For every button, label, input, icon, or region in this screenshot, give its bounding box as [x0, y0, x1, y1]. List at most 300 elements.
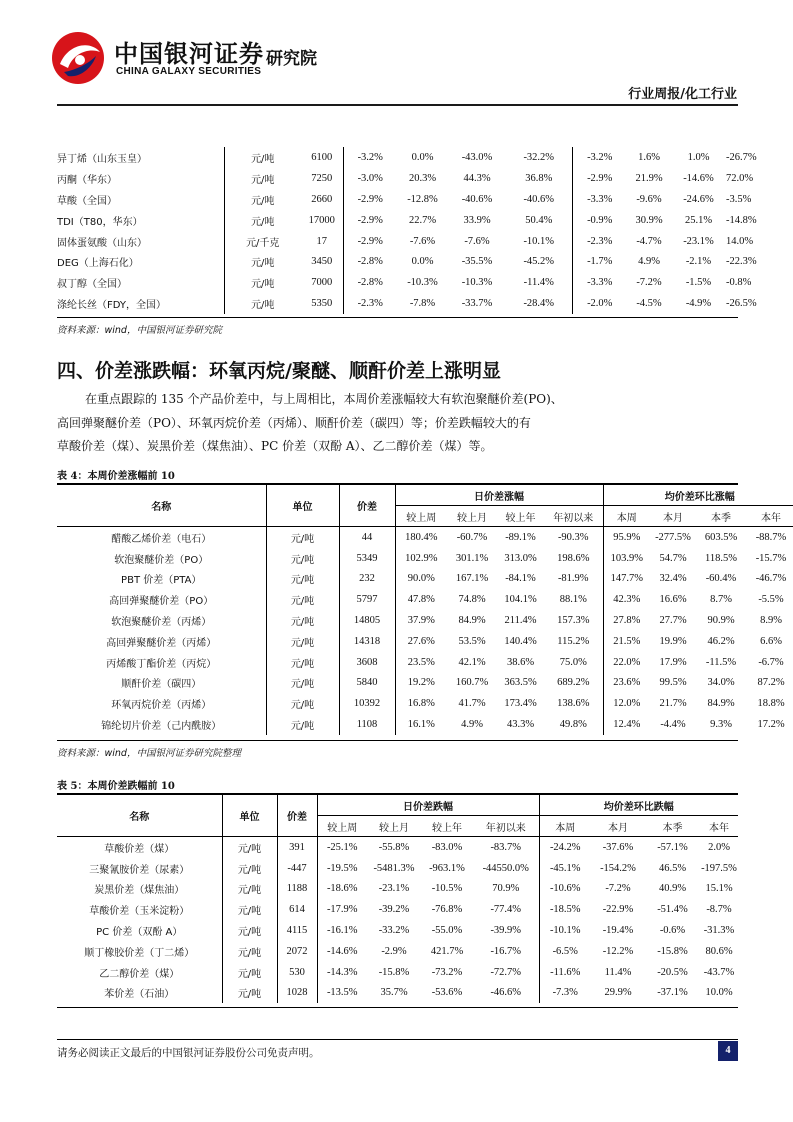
row-value: -11.5% [705, 656, 737, 668]
row-value: 9.3% [710, 719, 732, 731]
row-value: -12.2% [602, 945, 634, 957]
row-value: -2.9% [381, 945, 407, 957]
row-value: 40.9% [658, 883, 687, 895]
col-subheader: 较上年 [497, 506, 544, 527]
row-value: 3608 [339, 652, 395, 673]
row-value: -7.2% [605, 883, 631, 895]
row-value: -3.3% [572, 189, 627, 210]
table-row [57, 899, 738, 920]
row-value: 198.6% [557, 552, 590, 564]
row-value: 41.7% [458, 698, 486, 710]
row-value: 4.9% [638, 256, 660, 268]
row-value: -1.5% [685, 277, 712, 289]
row-name: 软泡聚醚价差（PO） [114, 554, 209, 566]
col-header-price: 价差 [339, 485, 395, 527]
row-value: -17.9% [317, 899, 367, 920]
col-subheader: 本周 [539, 816, 591, 837]
row-value: -16.7% [490, 945, 522, 957]
table-row [57, 168, 738, 189]
row-value: 元/吨 [224, 189, 301, 210]
row-name: 苯价差（石油） [104, 989, 175, 1001]
row-value: -39.2% [378, 904, 410, 916]
row-value: -2.8% [343, 272, 397, 293]
row-name: 异丁烯（山东玉皇） [57, 153, 147, 165]
row-value: 元/吨 [222, 837, 277, 858]
table-row [57, 652, 793, 673]
row-value: 4115 [277, 920, 317, 941]
row-value: 84.9% [458, 615, 486, 627]
table-row [57, 272, 738, 293]
row-value: 47.8% [395, 589, 447, 610]
row-value: -89.1% [505, 531, 536, 543]
row-value: -18.5% [539, 899, 591, 920]
row-value: -4.4% [660, 719, 686, 731]
col-subheader: 本季 [645, 816, 700, 837]
row-value: -4.9% [685, 298, 712, 310]
row-value: -8.7% [706, 904, 732, 916]
row-value: -0.6% [659, 925, 686, 937]
row-value: -277.5% [655, 531, 691, 543]
table-row [57, 962, 738, 983]
row-value: 2072 [277, 941, 317, 962]
row-value: 30.9% [635, 214, 663, 226]
row-value: 元/吨 [222, 983, 277, 1004]
table-row [57, 983, 738, 1004]
row-value: 102.9% [395, 548, 447, 569]
row-value: 3450 [311, 256, 333, 268]
row-value: -14.3% [317, 962, 367, 983]
row-value: -7.6% [409, 235, 436, 247]
table-row [57, 920, 738, 941]
col-header-name: 名称 [57, 795, 222, 837]
row-value: 元/千克 [224, 231, 301, 252]
row-name: 涤纶长丝（FDY，全国） [57, 300, 167, 312]
row-value: 157.3% [557, 615, 590, 627]
row-value: 34.0% [707, 677, 735, 689]
row-value: 211.4% [504, 615, 537, 627]
row-name: 高回弹聚醚价差（丙烯） [106, 637, 217, 649]
row-value: 104.1% [504, 594, 537, 606]
row-value: -77.4% [490, 904, 522, 916]
row-value: 36.8% [525, 172, 553, 184]
row-value: 22.7% [408, 214, 437, 226]
row-value: -14.6% [683, 172, 714, 184]
row-value: -84.1% [505, 573, 536, 585]
row-name: 环氧丙烷价差（丙烯） [111, 700, 212, 712]
table-row [57, 610, 793, 631]
col-subheader: 本月 [650, 506, 696, 527]
continued-price-table [57, 147, 757, 314]
row-value: -4.5% [636, 298, 662, 310]
page-number: 4 [718, 1041, 738, 1061]
row-value: 50.4% [525, 214, 553, 226]
row-value: -19.5% [317, 858, 367, 879]
col-header-price: 价差 [277, 795, 317, 837]
row-name: 草酸价差（玉米淀粉） [89, 906, 190, 918]
row-value: -9.6% [636, 193, 662, 205]
row-value: 17.2% [757, 719, 785, 731]
row-value: -10.6% [539, 879, 591, 900]
row-value: -22.9% [602, 904, 634, 916]
row-value: 44.3% [463, 172, 491, 184]
row-value: 16.1% [395, 714, 447, 735]
table-row [57, 231, 738, 252]
row-value: -2.8% [343, 251, 397, 272]
row-value: 313.0% [504, 552, 537, 564]
row-value: -53.6% [431, 987, 463, 999]
row-value: 70.9% [492, 883, 520, 895]
row-value: 84.9% [707, 698, 735, 710]
row-value: 27.8% [603, 610, 650, 631]
row-value: 22.0% [603, 652, 650, 673]
row-value: -2.9% [572, 168, 627, 189]
row-value: 17000 [308, 214, 335, 226]
row-value: -43.7% [703, 966, 735, 978]
row-value: 87.2% [757, 677, 785, 689]
row-value: 103.9% [603, 548, 650, 569]
table-row [57, 631, 793, 652]
row-value: 32.4% [659, 573, 687, 585]
row-value: -12.8% [407, 193, 438, 205]
row-value: 167.1% [455, 573, 489, 585]
row-value: 1188 [277, 879, 317, 900]
row-value: 0.0% [411, 151, 434, 163]
row-value: 27.6% [395, 631, 447, 652]
table-bottom-rule [57, 317, 738, 318]
row-value: 12.4% [603, 714, 650, 735]
row-value: -2.9% [343, 189, 397, 210]
table-row [57, 589, 793, 610]
row-name: DEG（上海石化） [57, 258, 139, 270]
row-value: 元/吨 [266, 673, 339, 694]
row-value: 14318 [339, 631, 395, 652]
table-row [57, 714, 793, 735]
row-value: 元/吨 [224, 293, 301, 314]
row-name: 丙酮（华东） [57, 174, 117, 186]
table-row [57, 673, 793, 694]
row-value: -26.5% [726, 298, 757, 310]
row-value: -24.6% [683, 193, 714, 205]
row-value: -3.2% [343, 147, 397, 168]
row-value: -23.1% [378, 883, 410, 895]
spread-fall-table [57, 795, 738, 1003]
row-value: 1108 [339, 714, 395, 735]
row-value: 42.1% [458, 656, 486, 668]
row-value: -31.3% [703, 925, 735, 937]
row-value: -40.6% [461, 193, 493, 205]
row-value: 18.8% [757, 698, 785, 710]
row-value: 19.2% [395, 673, 447, 694]
row-value: -7.8% [409, 298, 436, 310]
row-value: 72.0% [726, 172, 754, 184]
row-value: -76.8% [431, 904, 463, 916]
row-value: 7250 [311, 172, 333, 184]
row-value: -33.7% [461, 298, 493, 310]
col-subheader: 本周 [603, 506, 650, 527]
table-row [57, 527, 793, 548]
row-value: 99.5% [659, 677, 687, 689]
row-value: -46.6% [490, 987, 522, 999]
section-title: 四、价差涨跌幅：环氧丙烷/聚醚、顺酐价差上涨明显 [57, 360, 501, 382]
row-value: 19.9% [659, 635, 687, 647]
row-name: 固体蛋氨酸（山东） [57, 237, 147, 249]
row-name: 三聚氰胺价差（尿素） [89, 864, 190, 876]
table-row [57, 251, 738, 272]
row-value: -81.9% [557, 573, 589, 585]
row-value: 80.6% [705, 945, 733, 957]
table-row [57, 569, 793, 590]
row-value: -44550.0% [482, 862, 529, 874]
row-value: -11.4% [523, 277, 554, 289]
row-value: 54.7% [659, 552, 687, 564]
table-row [57, 210, 738, 231]
row-value: -0.9% [572, 210, 627, 231]
row-value: -90.3% [557, 531, 589, 543]
row-value: 14.0% [726, 235, 754, 247]
row-value: -0.8% [726, 277, 752, 289]
row-value: 118.5% [705, 552, 737, 564]
row-value: 元/吨 [222, 941, 277, 962]
header-divider [57, 104, 738, 106]
row-value: -33.2% [378, 925, 410, 937]
row-value: 1.6% [638, 151, 660, 163]
row-value: 1028 [277, 983, 317, 1004]
table-row [57, 941, 738, 962]
row-value: 元/吨 [222, 858, 277, 879]
row-value: 元/吨 [222, 962, 277, 983]
row-value: 21.7% [659, 698, 687, 710]
paragraph-line: 在重点跟踪的 135 个产品价差中，与上周相比，本周价差涨幅较大有软泡聚醚价差(PO)、 [85, 392, 563, 406]
paragraph-line: 草酸价差（煤）、炭黑价差（煤焦油）、PC 价差（双酚 A）、乙二醇价差（煤）等。 [57, 439, 493, 453]
row-value: 75.0% [559, 656, 587, 668]
row-value: 元/吨 [224, 272, 301, 293]
table-row [57, 858, 738, 879]
company-logo [50, 30, 340, 90]
row-value: 元/吨 [222, 879, 277, 900]
source-note: 资料来源：wind，中国银河证券研究院整理 [57, 748, 241, 759]
row-name: 软泡聚醚价差（丙烯） [111, 617, 212, 629]
row-value: 25.1% [684, 214, 713, 226]
row-value: 42.3% [603, 589, 650, 610]
row-value: 元/吨 [224, 168, 301, 189]
row-value: 16.8% [395, 693, 447, 714]
row-value: -5481.3% [373, 862, 415, 874]
table-row [57, 189, 738, 210]
row-value: -23.1% [683, 235, 714, 247]
row-value: -60.7% [456, 531, 488, 543]
row-value: 元/吨 [222, 899, 277, 920]
row-value: -3.3% [572, 272, 627, 293]
spread-rise-table [57, 485, 793, 735]
row-name: 草酸（全国） [57, 195, 117, 207]
row-value: -14.6% [317, 941, 367, 962]
row-value: 90.0% [395, 569, 447, 590]
row-value: 180.4% [395, 527, 447, 548]
row-value: -154.2% [600, 862, 636, 874]
row-value: -28.4% [523, 298, 555, 310]
row-value: -13.5% [317, 983, 367, 1004]
paragraph-line: 高回弹聚醚价差（PO）、环氧丙烷价差（丙烯）、顺酐价差（碳四）等；价差跌幅较大的有 [57, 416, 531, 430]
row-value: -26.7% [726, 151, 757, 163]
row-value: 10392 [339, 693, 395, 714]
row-value: 5840 [339, 673, 395, 694]
row-value: 43.3% [506, 719, 535, 731]
row-value: 元/吨 [266, 652, 339, 673]
row-name: 顺酐价差（碳四） [121, 679, 202, 691]
col-subheader: 本月 [591, 816, 645, 837]
row-value: 5797 [339, 589, 395, 610]
row-value: -3.2% [572, 147, 627, 168]
table-bottom-rule [57, 740, 738, 741]
row-value: -51.4% [657, 904, 688, 916]
row-value: -7.6% [464, 235, 490, 247]
row-value: -40.6% [523, 193, 555, 205]
row-value: -2.1% [685, 256, 712, 268]
col-subheader: 较上月 [447, 506, 497, 527]
row-value: 2.0% [708, 841, 730, 853]
row-value: -2.9% [343, 210, 397, 231]
row-value: -60.4% [705, 573, 737, 585]
table-caption: 表 5：本周价差跌幅前 10 [57, 781, 175, 792]
row-value: 5350 [311, 298, 333, 310]
col-group-daily: 日价差跌幅 [317, 795, 539, 816]
col-group-avg: 均价差环比涨幅 [603, 485, 793, 506]
row-value: 44 [339, 527, 395, 548]
row-value: 8.9% [760, 615, 782, 627]
row-value: 12.0% [603, 693, 650, 714]
row-value: 元/吨 [266, 631, 339, 652]
row-value: -55.0% [431, 925, 463, 937]
row-value: -83.0% [431, 841, 463, 853]
row-name: 高回弹聚醚价差（PO） [109, 596, 214, 608]
footer-disclaimer: 请务必阅读正文最后的中国银河证券股份公司免责声明。 [57, 1047, 320, 1059]
row-value: 16.6% [659, 594, 687, 606]
row-value: 160.7% [455, 677, 489, 689]
row-value: -7.2% [636, 277, 662, 289]
row-value: 147.7% [603, 569, 650, 590]
row-value: 301.1% [455, 552, 489, 564]
row-value: 530 [277, 962, 317, 983]
table-row [57, 548, 793, 569]
row-value: 10.0% [705, 987, 733, 999]
row-value: -2.0% [572, 293, 627, 314]
col-subheader: 较上年 [421, 816, 473, 837]
report-category: 行业周报/化工行业 [628, 87, 737, 102]
logo-chinese-name: 中国银河证券 [114, 40, 264, 68]
row-value: 95.9% [603, 527, 650, 548]
row-value: 7000 [311, 277, 333, 289]
logo-institute: 研究院 [266, 49, 317, 69]
row-value: -88.7% [755, 531, 787, 543]
row-value: 689.2% [557, 677, 590, 689]
logo-english-name: CHINA GALAXY SECURITIES [116, 66, 262, 77]
row-value: 53.5% [458, 635, 486, 647]
row-value: 74.8% [458, 594, 486, 606]
row-value: 元/吨 [224, 147, 301, 168]
row-value: 90.9% [707, 615, 735, 627]
row-value: 421.7% [430, 945, 464, 957]
row-value: -16.1% [317, 920, 367, 941]
col-header-unit: 单位 [266, 485, 339, 527]
row-value: 元/吨 [266, 693, 339, 714]
row-value: 元/吨 [266, 548, 339, 569]
row-value: 元/吨 [224, 251, 301, 272]
col-subheader: 较上周 [395, 506, 447, 527]
table-row [57, 879, 738, 900]
row-value: 46.2% [707, 635, 735, 647]
row-value: -15.8% [657, 945, 688, 957]
row-value: 元/吨 [224, 210, 301, 231]
row-value: -10.5% [431, 883, 463, 895]
row-value: -20.5% [657, 966, 688, 978]
row-value: 6100 [311, 151, 333, 163]
row-value: -14.8% [726, 214, 757, 226]
row-value: 17.9% [659, 656, 687, 668]
row-value: -197.5% [701, 862, 737, 874]
col-group-daily: 日价差涨幅 [395, 485, 603, 506]
row-value: -10.3% [407, 277, 438, 289]
row-name: PC 价差（双酚 A） [96, 927, 183, 939]
row-value: -37.1% [657, 987, 688, 999]
row-value: 8.7% [710, 594, 732, 606]
row-value: 29.9% [604, 987, 632, 999]
row-value: 0.0% [411, 256, 434, 268]
row-value: -22.3% [726, 256, 757, 268]
row-value: -35.5% [461, 256, 493, 268]
row-name: 草酸价差（煤） [104, 843, 175, 855]
row-value: -4.7% [636, 235, 662, 247]
row-value: -10.3% [461, 277, 493, 289]
col-group-avg: 均价差环比跌幅 [539, 795, 738, 816]
row-name: 丙烯酸丁酯价差（丙烷） [106, 658, 217, 670]
row-value: -55.8% [378, 841, 410, 853]
row-value: -46.7% [755, 573, 787, 585]
galaxy-logo-icon [50, 30, 106, 86]
row-value: 元/吨 [266, 569, 339, 590]
table-row [57, 837, 738, 858]
row-value: 元/吨 [266, 610, 339, 631]
col-subheader: 本年 [746, 506, 793, 527]
table-row [57, 147, 738, 168]
row-value: -45.2% [523, 256, 555, 268]
row-value: 173.4% [504, 698, 537, 710]
row-value: -963.1% [429, 862, 465, 874]
row-value: 元/吨 [266, 714, 339, 735]
row-value: -37.6% [602, 841, 634, 853]
row-value: 17 [316, 235, 327, 247]
row-name: 炭黑价差（煤焦油） [94, 885, 185, 897]
col-subheader: 本季 [696, 506, 746, 527]
row-name: TDI（T80，华东） [57, 216, 143, 228]
row-name: 醋酸乙烯价差（电石） [111, 533, 212, 545]
row-value: 115.2% [557, 635, 590, 647]
row-value: 603.5% [704, 531, 738, 543]
row-value: -5.5% [758, 594, 784, 606]
row-value: -6.5% [539, 941, 591, 962]
row-value: 614 [277, 899, 317, 920]
row-value: -15.8% [378, 966, 410, 978]
row-value: -18.6% [317, 879, 367, 900]
row-value: 1.0% [687, 151, 710, 163]
row-value: 15.1% [705, 883, 733, 895]
col-subheader: 本年 [700, 816, 738, 837]
row-value: 35.7% [380, 987, 408, 999]
row-value: 23.6% [603, 673, 650, 694]
row-value: 140.4% [504, 635, 537, 647]
row-value: -2.3% [572, 231, 627, 252]
footer-divider [57, 1039, 738, 1040]
row-value: 元/吨 [266, 527, 339, 548]
